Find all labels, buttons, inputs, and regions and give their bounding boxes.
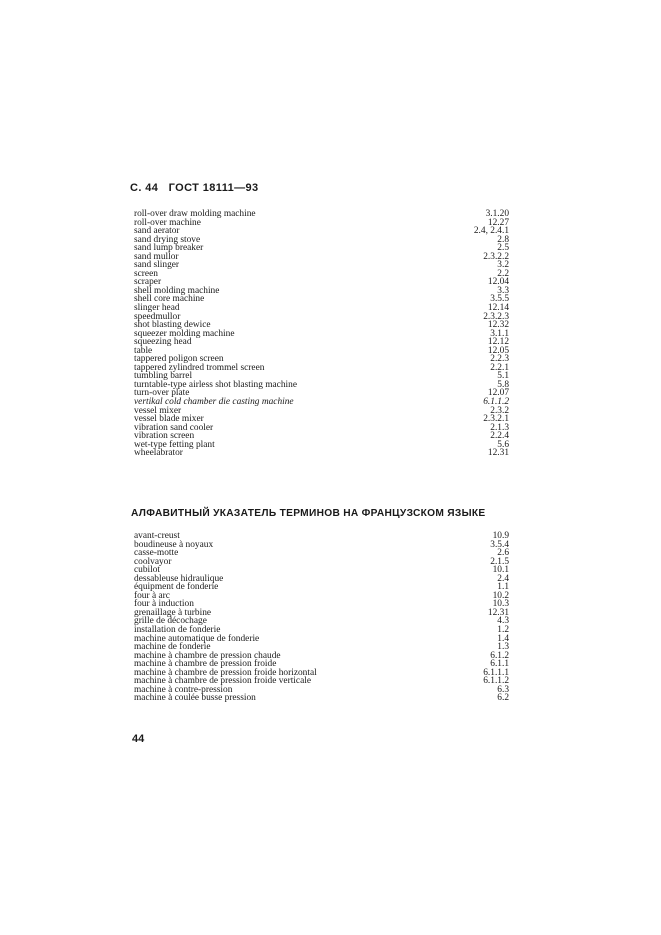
index-term: turn-over plate [134, 388, 190, 399]
index-term: wheelabrator [134, 448, 183, 459]
english-term-index [134, 210, 509, 458]
index-term: roll-over machine [134, 217, 201, 228]
index-term: roll-over draw molding machine [134, 209, 256, 219]
index-term: vertikal cold chamber die casting machine [134, 397, 294, 408]
index-term: shell molding machine [134, 285, 220, 296]
index-term: machine de fonderie [134, 642, 211, 653]
index-term: tappered poligon screen [134, 354, 224, 365]
index-term: machine à chambre de pression froide verticale [134, 676, 311, 687]
index-reference: 6.3 [497, 684, 509, 695]
index-entry [134, 449, 509, 458]
index-reference: 10.3 [492, 599, 509, 610]
index-term: machine à coulée busse pression [134, 693, 256, 704]
french-index-title: АЛФАВИТНЫЙ УКАЗАТЕЛЬ ТЕРМИНОВ НА ФРАНЦУЗСКОМ ЯЗЫКЕ [131, 508, 486, 519]
index-reference: 12.31 [487, 607, 509, 618]
index-reference: 2.3.2 [490, 405, 509, 416]
index-term: squeezer molding machine [134, 328, 235, 339]
index-reference: 12.04 [487, 277, 509, 288]
index-term: squeezing head [134, 337, 192, 348]
index-reference: 12.07 [487, 388, 509, 399]
index-reference: 10.2 [492, 590, 509, 601]
index-entry [134, 441, 509, 450]
index-reference: 1.3 [497, 642, 509, 653]
index-entry [134, 270, 509, 279]
index-entry [134, 558, 509, 567]
index-reference: 3.3 [497, 285, 509, 296]
index-term: vessel mixer [134, 405, 182, 416]
page-header: С. 44 ГОСТ 18111—93 [130, 182, 259, 194]
index-term: shot blasting dewice [134, 320, 211, 331]
index-reference: 5.1 [497, 371, 509, 382]
index-term: grille de décochage [134, 616, 207, 627]
index-reference: 12.12 [487, 337, 509, 348]
index-reference: 3.1.20 [485, 209, 509, 219]
index-term: grenaillage à turbine [134, 607, 212, 618]
index-term: sand slinger [134, 260, 180, 271]
index-reference: 2.3.2.1 [483, 414, 509, 425]
index-term: slinger head [134, 303, 180, 314]
index-reference: 10.9 [492, 531, 509, 541]
index-reference: 5.8 [497, 379, 509, 390]
index-term: boudineuse à noyaux [134, 539, 214, 550]
index-reference: 2.2.3 [490, 354, 509, 365]
index-reference: 6.1.1.2 [483, 397, 509, 408]
index-term: machine à chambre de pression froide [134, 659, 277, 670]
index-reference: 4.3 [497, 616, 509, 627]
index-term: shell core machine [134, 294, 205, 305]
index-entry [134, 244, 509, 253]
index-entry [134, 338, 509, 347]
index-term: machine à chambre de pression chaude [134, 650, 281, 661]
index-reference: 6.2 [497, 693, 509, 704]
index-term: casse-motte [134, 548, 179, 559]
index-reference: 2.5 [497, 243, 509, 254]
index-reference: 1.4 [497, 633, 509, 644]
index-term: screen [134, 268, 158, 279]
index-term: table [134, 345, 153, 356]
index-term: avant-creust [134, 531, 180, 541]
index-term: tumbling barrel [134, 371, 193, 382]
index-reference: 2.8 [497, 234, 509, 245]
index-reference: 12.14 [487, 303, 509, 314]
index-entry [134, 295, 509, 304]
index-term: vibration screen [134, 431, 195, 442]
index-term: sand aerator [134, 226, 180, 237]
index-term: sand drying stove [134, 234, 201, 245]
index-term: vibration sand cooler [134, 422, 214, 433]
index-reference: 6.1.1.1 [483, 667, 509, 678]
index-entry [134, 261, 509, 270]
index-reference: 2.3.2.3 [483, 311, 509, 322]
index-term: four à arc [134, 590, 170, 601]
index-reference: 5.6 [497, 439, 509, 450]
index-reference: 1.1 [497, 582, 509, 593]
index-reference: 3.1.1 [490, 328, 509, 339]
index-reference: 12.27 [487, 217, 509, 228]
index-term: installation de fonderie [134, 625, 221, 636]
index-reference: 2.6 [497, 548, 509, 559]
index-reference: 12.31 [487, 448, 509, 459]
index-term: four à induction [134, 599, 194, 610]
index-term: speedmullor [134, 311, 181, 322]
index-term: tappered zylindred trommel screen [134, 362, 265, 373]
index-reference: 2.4 [497, 573, 509, 584]
index-reference: 2.3.2.2 [483, 251, 509, 262]
index-term: cubilot [134, 565, 161, 576]
index-term: wet-type fetting plant [134, 439, 215, 450]
index-entry [134, 694, 509, 703]
index-reference: 2.1.5 [490, 556, 509, 567]
french-term-index [134, 532, 509, 703]
index-reference: 2.2.1 [490, 362, 509, 373]
index-reference: 6.1.2 [490, 650, 509, 661]
index-reference: 2.2 [497, 268, 509, 279]
index-term: machine à chambre de pression froide horizontal [134, 667, 317, 678]
index-term: sand lump breaker [134, 243, 204, 254]
index-entry [134, 541, 509, 550]
index-entry [134, 381, 509, 390]
index-reference: 6.1.1.2 [483, 676, 509, 687]
index-entry [134, 583, 509, 592]
index-reference: 3.5.4 [490, 539, 509, 550]
index-term: turntable-type airless shot blasting machine [134, 379, 297, 390]
index-reference: 2.2.4 [490, 431, 509, 442]
index-term: sand mullor [134, 251, 179, 262]
index-reference: 12.05 [487, 345, 509, 356]
index-reference: 1.2 [497, 625, 509, 636]
index-term: vessel blade mixer [134, 414, 204, 425]
index-term: coolvayor [134, 556, 172, 567]
index-term: dessableuse hidraulique [134, 573, 224, 584]
index-term: machine à contre-pression [134, 684, 233, 695]
index-reference: 12.32 [487, 320, 509, 331]
index-reference: 3.2 [497, 260, 509, 271]
page-number: 44 [132, 733, 145, 745]
index-term: machine automatique de fonderie [134, 633, 260, 644]
index-entry [134, 219, 509, 228]
index-entry [134, 398, 509, 407]
index-reference: 3.5.5 [490, 294, 509, 305]
index-entry [134, 253, 509, 262]
index-entry [134, 304, 509, 313]
index-reference: 2.4, 2.4.1 [473, 226, 509, 237]
index-term: équipment de fonderie [134, 582, 219, 593]
index-reference: 10.1 [492, 565, 509, 576]
index-entry [134, 549, 509, 558]
index-reference: 2.1.3 [490, 422, 509, 433]
index-term: scraper [134, 277, 162, 288]
index-reference: 6.1.1 [490, 659, 509, 670]
